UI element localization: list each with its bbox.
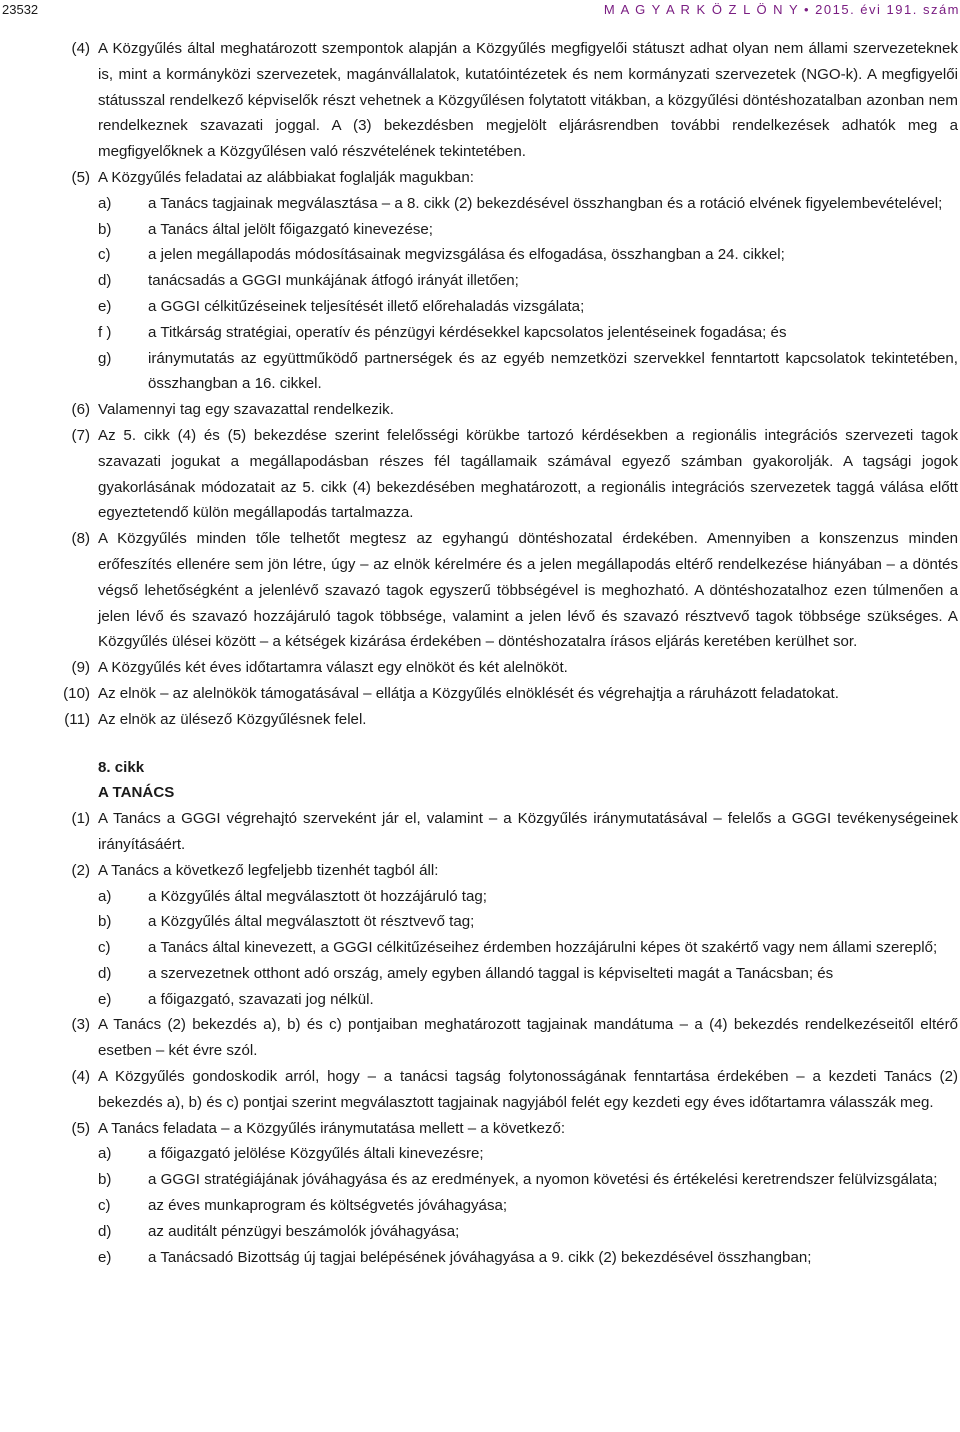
list-item-letter: d) — [98, 1222, 112, 1240]
list-item-letter: b) — [98, 913, 112, 931]
list-item — [38, 191, 958, 217]
paragraph — [38, 397, 958, 423]
list-item-letter: a) — [98, 1145, 112, 1163]
paragraph-text: A Közgyűlés minden tőle telhetőt megtesz az egyhangú döntéshozatal érdekében. Amennyiben a konszenzus minden erőfeszítés ellenére sem jön létre, úgy – az elnök kérelmére és a jelen megállapodás eltérő rendelkezése hiányában – a döntés végső lehetőségként a jelenlévő szavazó tagok egyszerű többségével is meghozható. A döntéshozatalhoz ezen túlmenően a jelen lévő és szavazó hozzájáruló tagok többsége, valamint a jelen lévő és szavazó résztvevő tagok többsége szükséges. A Közgyűlés ülései között – a kétségek kizárása érdekében – döntéshozatalra írásos eljárás keretében kerülhet sor. — [98, 530, 958, 651]
section-article-paragraphs-1 — [38, 806, 958, 883]
list-item-text: a Közgyűlés által megválasztott öt résztvevő tag; — [148, 913, 475, 931]
section-items-5 — [38, 191, 958, 397]
list-item — [38, 268, 958, 294]
paragraph-number: (3) — [71, 1016, 90, 1034]
list-item-text: iránymutatás az együttműködő partnerségek és az egyéb nemzetközi szervekkel fenntartott kapcsolatok tekintetében, összhangban a 16. cikkel. — [148, 349, 958, 393]
paragraph-text: A Közgyűlés két éves időtartamra választ egy elnököt és két alelnököt. — [98, 659, 568, 677]
paragraph — [38, 858, 958, 884]
section-items-5b — [38, 1141, 958, 1270]
paragraph-number: (6) — [71, 401, 90, 419]
list-item-text: a Tanács által jelölt főigazgató kinevezése; — [148, 220, 434, 238]
paragraph-text: A Közgyűlés által meghatározott szempontok alapján a Közgyűlés megfigyelői státuszt adhat olyan nem állami szervezeteknek is, mint a kormányközi szervezetek, magánvállalatok, kutatóintézetek és nem kormányzati szervezetek (NGO-k). A megfigyelői státusszal rendelkező képviselők részt vehetnek a Közgyűlésen folytatott vitákban, a közgyűlési döntéshozatalban azonban nem rendelkeznek szavazati joggal. A (3) bekezdésben megjelölt eljárásrendben további rendelkezések adhatók meg a megfigyelőknek a Közgyűlésen való részvételének tekintetében. — [98, 40, 958, 161]
list-item — [38, 884, 958, 910]
list-item-text: az auditált pénzügyi beszámolók jóváhagyása; — [148, 1222, 460, 1240]
list-item — [38, 1219, 958, 1245]
list-item-letter: e) — [98, 297, 112, 315]
section-paragraphs-top — [38, 36, 958, 191]
paragraph — [38, 526, 958, 655]
list-item-text: a Tanácsadó Bizottság új tagjai belépésének jóváhagyása a 9. cikk (2) bekezdésével összhangban; — [148, 1248, 812, 1266]
list-item-letter: c) — [98, 939, 111, 957]
list-item-letter: b) — [98, 220, 112, 238]
page-header — [0, 0, 960, 20]
list-item — [38, 1245, 958, 1271]
paragraph — [38, 1012, 958, 1064]
paragraph — [38, 1116, 958, 1142]
paragraph — [38, 423, 958, 526]
section-article-paragraphs-2 — [38, 1012, 958, 1141]
article-number: 8. cikk — [98, 758, 145, 776]
paragraph-text: Valamennyi tag egy szavazattal rendelkezik. — [98, 401, 394, 419]
list-item — [38, 1167, 958, 1193]
list-item — [38, 217, 958, 243]
paragraph-text: Az elnök az ülésező Közgyűlésnek felel. — [98, 710, 367, 728]
list-item — [38, 320, 958, 346]
list-item — [38, 935, 958, 961]
list-item — [38, 961, 958, 987]
section-paragraphs-mid — [38, 397, 958, 732]
paragraph-number: (4) — [71, 40, 90, 57]
article-title: A TANÁCS — [98, 784, 175, 802]
list-item-letter: e) — [98, 1248, 112, 1266]
paragraph-text: A Közgyűlés gondoskodik arról, hogy – a tanácsi tagság folytonosságának fenntartása érdekében – a kezdeti Tanács (2) bekezdés a), b) és c) pontjai szerint megválasztott tagjainak nagyjából felét egy kezdeti egy éves időtartamra válasszák meg. — [98, 1068, 958, 1111]
paragraph-number: (5) — [71, 1119, 90, 1137]
list-item-letter: d) — [98, 272, 112, 290]
list-item-letter: c) — [98, 246, 111, 264]
list-item-text: a Tanács által kinevezett, a GGGI célkitűzéseihez érdemben hozzájárulni képes öt szakértő vagy nem állami szereplő; — [148, 939, 938, 957]
paragraph-number: (11) — [64, 710, 90, 728]
paragraph — [38, 681, 958, 707]
paragraph-text: Az 5. cikk (4) és (5) bekezdése szerint felelősségi körükbe tartozó kérdésekben a regionális integrációs szervezeti tagok szavazati jogukat a megállapodásban részes fél tagállamaik számával egyező számban gyakorolják. A tagsági jogok gyakorlásának módozatait az 5. cikk (4) bekezdésében meghatározott, a regionális integrációs szervezetek taggá válása előtt egyeztetendő külön megállapodás tartalmazza. — [98, 426, 958, 522]
page-number: 23532 — [2, 2, 39, 17]
paragraph-number: (4) — [71, 1068, 90, 1086]
list-item — [38, 987, 958, 1013]
list-item-text: az éves munkaprogram és költségvetés jóváhagyása; — [148, 1197, 508, 1215]
list-item — [38, 1141, 958, 1167]
paragraph — [38, 36, 958, 165]
paragraph-number: (8) — [71, 530, 90, 548]
paragraph-text: A Tanács feladata – a Közgyűlés iránymutatása mellett – a következő: — [98, 1119, 566, 1137]
document-body — [38, 36, 958, 1270]
list-item-text: a Tanács tagjainak megválasztása – a 8. cikk (2) bekezdésével összhangban és a rotáció elvének figyelembevételével; — [148, 194, 943, 212]
list-item-text: a GGGI célkitűzéseinek teljesítését illető előrehaladás vizsgálata; — [148, 297, 585, 315]
paragraph — [38, 1064, 958, 1116]
list-item-letter: f ) — [98, 323, 112, 341]
list-item-letter: b) — [98, 1171, 112, 1189]
paragraph — [38, 655, 958, 681]
list-item-text: a Titkárság stratégiai, operatív és pénzügyi kérdésekkel kapcsolatos jelentéseinek fogadása; és — [148, 323, 787, 341]
list-item-text: a jelen megállapodás módosításainak megvizsgálása és elfogadása, összhangban a 24. cikkel; — [148, 246, 785, 264]
list-item-text: tanácsadás a GGGI munkájának átfogó irányát illetően; — [148, 272, 519, 290]
list-item — [38, 909, 958, 935]
journal-title: M A G Y A R K Ö Z L Ö N Y • 2015. évi 191. szám — [603, 2, 960, 17]
list-item-letter: a) — [98, 887, 112, 905]
list-item-letter: d) — [98, 964, 112, 982]
paragraph-number: (5) — [71, 168, 90, 186]
list-item — [38, 242, 958, 268]
paragraph-number: (7) — [71, 426, 90, 444]
paragraph — [38, 806, 958, 858]
list-item-text: a GGGI stratégiájának jóváhagyása és az eredmények, a nyomon követési és értékelési keretrendszer felülvizsgálata; — [148, 1171, 938, 1189]
list-item-letter: c) — [98, 1197, 111, 1215]
paragraph-text: A Tanács (2) bekezdés a), b) és c) pontjaiban meghatározott tagjainak mandátuma – a (4) bekezdés rendelkezéseitől eltérő esetben – két évre szól. — [98, 1016, 958, 1060]
paragraph-number: (2) — [71, 861, 90, 879]
list-item — [38, 294, 958, 320]
paragraph-text: Az elnök – az alelnökök támogatásával – ellátja a Közgyűlés elnöklését és végrehajtja a ráruházott feladatokat. — [98, 684, 839, 702]
list-item — [38, 346, 958, 398]
list-item-text: a főigazgató, szavazati jog nélkül. — [148, 990, 374, 1008]
article-heading — [38, 755, 958, 807]
paragraph-number: (9) — [71, 659, 90, 677]
paragraph — [38, 707, 958, 733]
list-item-text: a főigazgató jelölése Közgyűlés általi kinevezésre; — [148, 1145, 484, 1163]
list-item-text: a szervezetnek otthont adó ország, amely egyben állandó taggal is képviselteti magát a Tanácsban; és — [148, 964, 834, 982]
paragraph-text: A Tanács a GGGI végrehajtó szerveként jár el, valamint – a Közgyűlés iránymutatásával – felelős a GGGI tevékenységeinek irányításáért. — [98, 810, 958, 853]
section-items-2 — [38, 884, 958, 1013]
paragraph-number: (1) — [71, 810, 90, 828]
paragraph-text: A Közgyűlés feladatai az alábbiakat foglalják magukban: — [98, 168, 474, 186]
list-item-letter: a) — [98, 194, 112, 212]
list-item — [38, 1193, 958, 1219]
paragraph-text: A Tanács a következő legfeljebb tizenhét tagból áll: — [98, 861, 439, 879]
list-item-text: a Közgyűlés által megválasztott öt hozzájáruló tag; — [148, 887, 487, 905]
list-item-letter: g) — [98, 349, 112, 367]
paragraph — [38, 165, 958, 191]
list-item-letter: e) — [98, 990, 112, 1008]
paragraph-number: (10) — [63, 684, 90, 702]
